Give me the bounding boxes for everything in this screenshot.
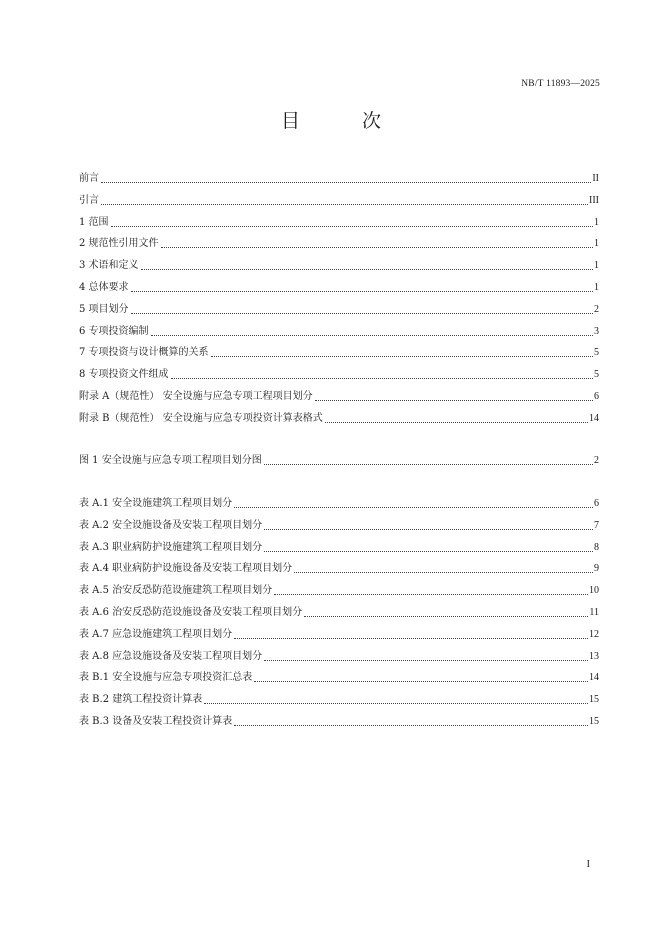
toc-entry-label: 前言 <box>79 173 99 184</box>
dot-leader <box>264 463 593 465</box>
toc-entry-page: 2 <box>594 455 599 466</box>
toc-entry-label: 图 1 安全设施与应急专项工程项目划分图 <box>79 455 262 466</box>
dot-leader <box>274 593 588 595</box>
toc-entry-label: 表 A.8 应急设施设备及安装工程项目划分 <box>79 650 263 662</box>
toc-entry-label: 表 A.4 职业病防护设施设备及安装工程项目划分 <box>79 563 293 575</box>
toc-entry[interactable] <box>79 490 599 510</box>
toc-entry-page: 11 <box>589 607 599 618</box>
toc-entry-page: 14 <box>589 672 599 684</box>
toc-entry[interactable] <box>79 230 599 250</box>
toc-entry-page: 6 <box>594 391 599 402</box>
toc-entry[interactable] <box>79 405 599 425</box>
toc-entry-page: 13 <box>589 650 599 662</box>
toc-entry-page: 8 <box>594 541 599 553</box>
dot-leader <box>141 268 593 270</box>
toc-entry-page: 5 <box>594 369 599 381</box>
toc-entry-label: 5 项目划分 <box>79 303 129 315</box>
dot-leader <box>264 659 588 661</box>
dot-leader <box>234 506 593 508</box>
toc-entry[interactable] <box>79 643 599 663</box>
toc-entry-label: 表 A.7 应急设施建筑工程项目划分 <box>79 628 233 640</box>
toc-entry[interactable] <box>79 621 599 641</box>
dot-leader <box>234 724 588 726</box>
dot-leader <box>294 571 593 573</box>
dot-leader <box>101 181 591 183</box>
dot-leader <box>304 615 588 617</box>
toc-entry[interactable] <box>79 555 599 575</box>
dot-leader <box>171 377 593 379</box>
dot-leader <box>315 399 593 401</box>
toc-entry-page: II <box>592 173 599 184</box>
toc-entry[interactable] <box>79 252 599 272</box>
toc-entry-label: 6 专项投资编制 <box>79 325 149 337</box>
toc-entry-label: 表 B.2 建筑工程投资计算表 <box>79 694 203 706</box>
toc-entry-label: 表 B.1 安全设施与应急专项投资汇总表 <box>79 672 253 684</box>
toc-entry[interactable] <box>79 274 599 294</box>
toc-entry-page: 12 <box>589 628 599 640</box>
toc-entry-label: 表 B.3 设备及安装工程投资计算表 <box>79 716 233 727</box>
toc-entry[interactable] <box>79 577 599 597</box>
toc-entry-label: 表 A.6 治安反恐防范设施设备及安装工程项目划分 <box>79 607 303 618</box>
toc-entry-label: 8 专项投资文件组成 <box>79 369 169 381</box>
dot-leader <box>131 312 593 314</box>
dot-leader <box>204 702 588 704</box>
dot-leader <box>111 225 593 227</box>
toc-entry-page: 5 <box>594 347 599 359</box>
toc-entry-page: 15 <box>589 716 599 727</box>
toc-entry[interactable] <box>79 512 599 532</box>
toc-entry-page: 1 <box>594 260 599 272</box>
toc-entry[interactable] <box>79 209 599 229</box>
toc-entry-label: 表 A.2 安全设施设备及安装工程项目划分 <box>79 519 263 531</box>
toc-entry[interactable] <box>79 165 599 185</box>
toc-entry-page: 6 <box>594 498 599 509</box>
dot-leader <box>131 290 593 292</box>
standard-code: NB/T 11893—2025 <box>521 79 600 89</box>
dot-leader <box>151 334 593 336</box>
toc-entry-label: 引言 <box>79 194 99 206</box>
toc-entry-label: 3 术语和定义 <box>79 260 139 272</box>
toc-entry[interactable] <box>79 383 599 403</box>
toc-entry-page: 7 <box>594 519 599 531</box>
page-number: I <box>586 859 590 870</box>
toc-entry-page: 3 <box>594 325 599 337</box>
toc-entry[interactable] <box>79 447 599 467</box>
toc-entry[interactable] <box>79 534 599 554</box>
dot-leader <box>234 637 588 639</box>
toc-entry-label: 2 规范性引用文件 <box>79 238 159 250</box>
toc-entry[interactable] <box>79 187 599 207</box>
toc-entry-page: 14 <box>589 412 599 424</box>
toc-entry-label: 附录 B（规范性） 安全设施与应急专项投资计算表格式 <box>79 412 323 424</box>
toc-entry[interactable] <box>79 599 599 619</box>
toc-entry-page: 1 <box>594 238 599 250</box>
dot-leader <box>264 528 593 530</box>
toc-entry[interactable] <box>79 686 599 706</box>
toc-entry-label: 1 范围 <box>79 216 109 228</box>
toc-entry-label: 4 总体要求 <box>79 282 129 293</box>
toc-entry-label: 附录 A（规范性） 安全设施与应急专项工程项目划分 <box>79 391 313 402</box>
toc-entry-label: 表 A.5 治安反恐防范设施建筑工程项目划分 <box>79 585 273 597</box>
toc-entry-page: 10 <box>589 585 599 597</box>
toc-entry[interactable] <box>79 708 599 728</box>
dot-leader <box>325 421 588 423</box>
page-title: 目 次 <box>280 110 410 132</box>
toc-entry-page: 2 <box>594 303 599 315</box>
toc-entry-page: 1 <box>594 282 599 293</box>
toc-entry[interactable] <box>79 361 599 381</box>
dot-leader <box>161 246 593 248</box>
toc-entry-page: 9 <box>594 563 599 575</box>
dot-leader <box>264 550 593 552</box>
toc-entry-label: 表 A.1 安全设施建筑工程项目划分 <box>79 498 233 509</box>
toc-entry-page: III <box>589 194 599 206</box>
dot-leader <box>211 355 593 357</box>
toc-entry-page: 15 <box>589 694 599 706</box>
toc-entry[interactable] <box>79 664 599 684</box>
toc-entry-page: 1 <box>594 216 599 228</box>
dot-leader <box>254 680 588 682</box>
toc-entry[interactable] <box>79 296 599 316</box>
toc-entry-label: 7 专项投资与设计概算的关系 <box>79 347 209 359</box>
toc-entry-label: 表 A.3 职业病防护设施建筑工程项目划分 <box>79 541 263 553</box>
toc-entry[interactable] <box>79 339 599 359</box>
toc-entry[interactable] <box>79 318 599 338</box>
dot-leader <box>101 203 588 205</box>
